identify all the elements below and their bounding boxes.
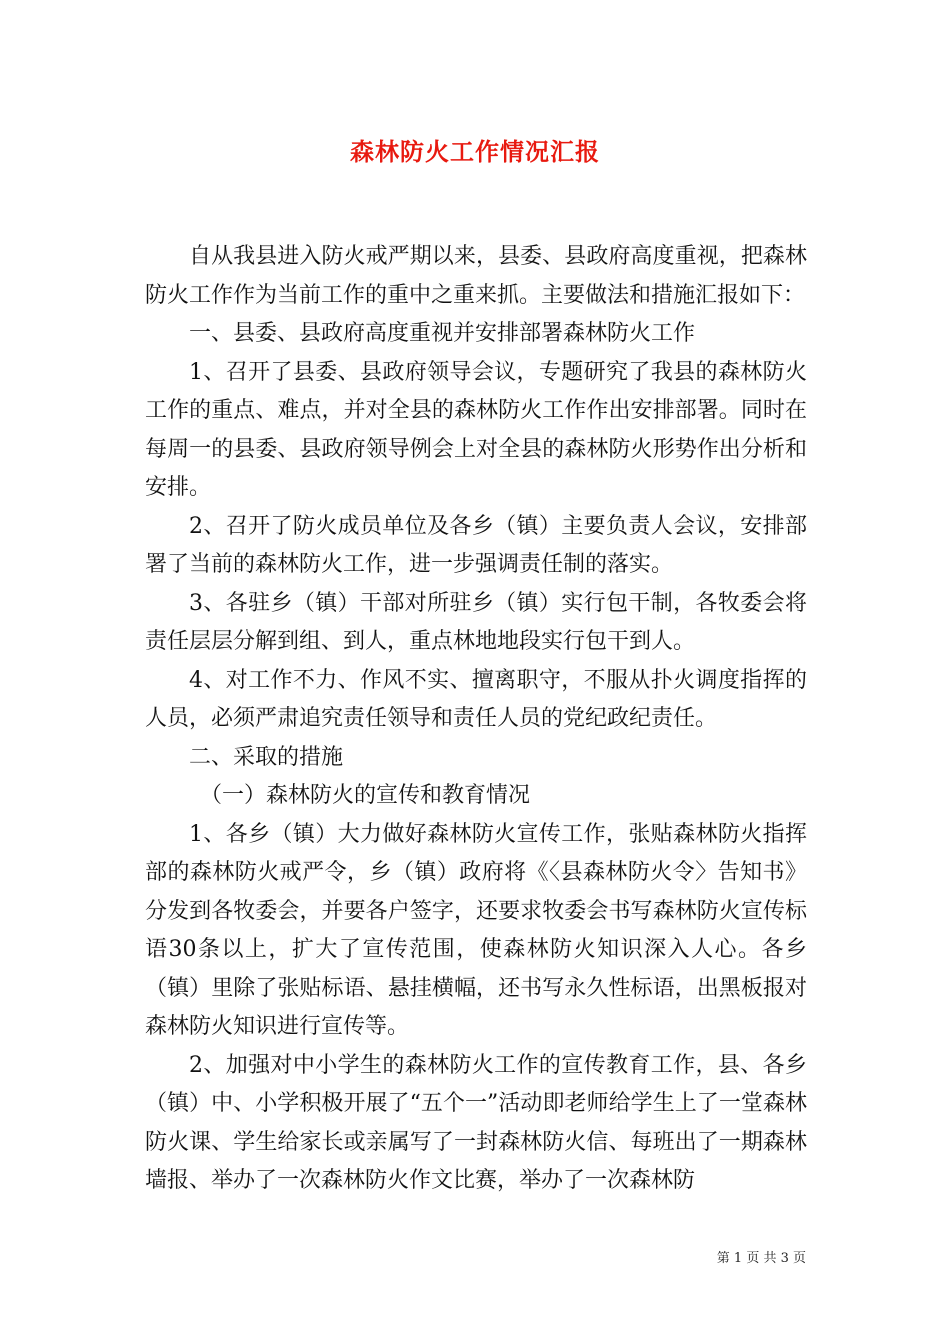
page-number-footer: 第 1 页 共 3 页 [716, 1251, 806, 1266]
intro-paragraph: 自从我县进入防火戒严期以来，县委、县政府高度重视，把森林防火工作作为当前工作的重中之重来抓。主要做法和措施汇报如下： [145, 244, 807, 308]
paragraph-item-3: 3、各驻乡（镇）干部对所驻乡（镇）实行包干制，各牧委会将责任层层分解到组、到人，重点林地地段实行包干到人。 [145, 590, 807, 654]
document-body [145, 238, 807, 1201]
paragraph-item-2: 2、召开了防火成员单位及各乡（镇）主要负责人会议，安排部署了当前的森林防火工作，进一步强调责任制的落实。 [145, 513, 807, 577]
document-title: 森林防火工作情况汇报 [350, 137, 600, 166]
paragraph-item-1: 1、召开了县委、县政府领导会议，专题研究了我县的森林防火工作的重点、难点，并对全县的森林防火工作作出安排部署。同时在每周一的县委、县政府领导例会上对全县的森林防火形势作出分析和安排。 [145, 359, 807, 500]
subsection-heading-1: （一）森林防火的宣传和教育情况 [200, 783, 531, 808]
section-heading-1: 一、县委、县政府高度重视并安排部署森林防火工作 [189, 321, 696, 346]
paragraph-item-4: 4、对工作不力、作风不实、擅离职守，不服从扑火调度指挥的人员，必须严肃追究责任领导和责任人员的党纪政纪责任。 [145, 667, 807, 731]
paragraph-measure-2: 2、加强对中小学生的森林防火工作的宣传教育工作，县、各乡（镇）中、小学积极开展了“五个一”活动即老师给学生上了一堂森林防火课、学生给家长或亲属写了一封森林防火信、每班出了一期森林墙报、举办了一次森林防火作文比赛，举办了一次森林防 [145, 1052, 807, 1193]
section-heading-2: 二、采取的措施 [189, 744, 344, 770]
paragraph-measure-1: 1、各乡（镇）大力做好森林防火宣传工作，张贴森林防火指挥部的森林防火戒严令，乡（镇）政府将《〈县森林防火令〉告知书》分发到各牧委会，并要各户签字，还要求牧委会书写森林防火宣传标语30条以上，扩大了宣传范围，使森林防火知识深入人心。各乡（镇）里除了张贴标语、悬挂横幅，还书写永久性标语，出黑板报对森林防火知识进行宣传等。 [145, 821, 807, 1039]
